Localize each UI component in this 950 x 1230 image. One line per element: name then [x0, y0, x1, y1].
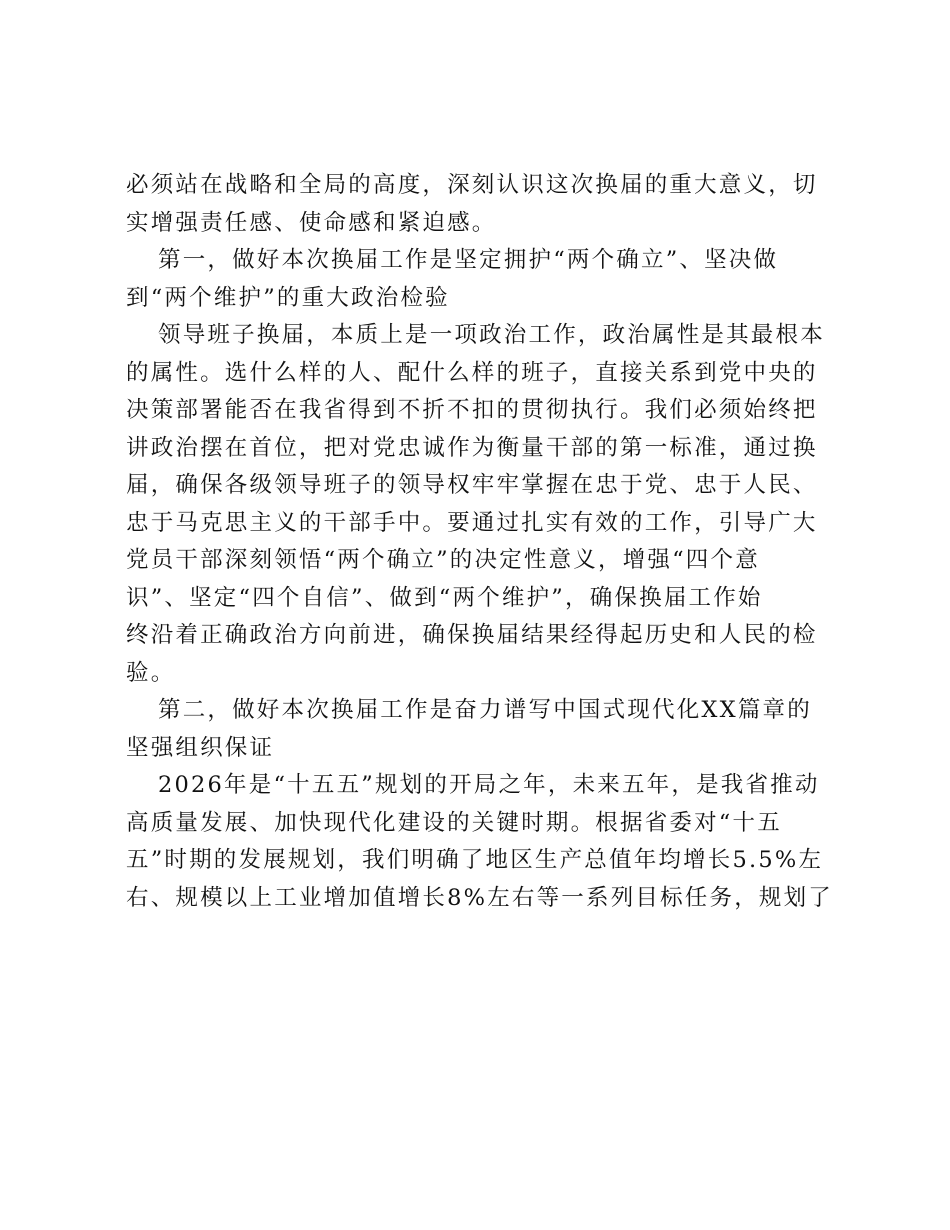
text-line: 验。: [126, 659, 176, 686]
text-line: 识”、坚定“四个自信”、做到“两个维护”，确保换届工作始: [126, 584, 763, 611]
text-line: 终沿着正确政治方向前进，确保换届结果经得起历史和人民的检: [126, 622, 818, 648]
text-line: 五”时期的发展规划，我们明确了地区生产总值年均增长5.5%左: [126, 847, 824, 873]
text-line: 实增强责任感、使命感和紧迫感。: [126, 209, 497, 236]
text-line: 讲政治摆在首位，把对党忠诚作为衡量干部的第一标准，通过换: [126, 434, 818, 461]
document-body: [126, 167, 846, 917]
text-line: 2026年是“十五五”规划的开局之年，未来五年，是我省推动: [158, 772, 820, 798]
text-line: 届，确保各级领导班子的领导权牢牢掌握在忠于党、忠于人民、: [126, 472, 818, 498]
text-line: 必须站在战略和全局的高度，深刻认识这次换届的重大意义，切: [126, 172, 818, 198]
text-line: 决策部署能否在我省得到不折不扣的贯彻执行。我们必须始终把: [126, 397, 818, 423]
text-line: 领导班子换届，本质上是一项政治工作，政治属性是其最根本: [158, 322, 825, 348]
text-line: 右、规模以上工业增加值增长8%左右等一系列目标任务，规划了: [126, 884, 833, 911]
text-line: 忠于马克思主义的干部手中。要通过扎实有效的工作，引导广大: [126, 509, 818, 536]
section-heading-line: 到“两个维护”的重大政治检验: [126, 284, 450, 311]
section-heading-line: 第二，做好本次换届工作是奋力谱写中国式现代化XX篇章的: [158, 697, 812, 723]
section-heading-line: 坚强组织保证: [126, 734, 275, 761]
text-line: 高质量发展、加快现代化建设的关键时期。根据省委对“十五: [126, 809, 782, 836]
text-line: 党员干部深刻领悟“两个确立”的决定性意义，增强“四个意: [126, 547, 760, 573]
text-line: 的属性。选什么样的人、配什么样的班子，直接关系到党中央的: [126, 359, 818, 386]
section-heading-line: 第一，做好本次换届工作是坚定拥护“两个确立”、坚决做: [158, 247, 779, 273]
